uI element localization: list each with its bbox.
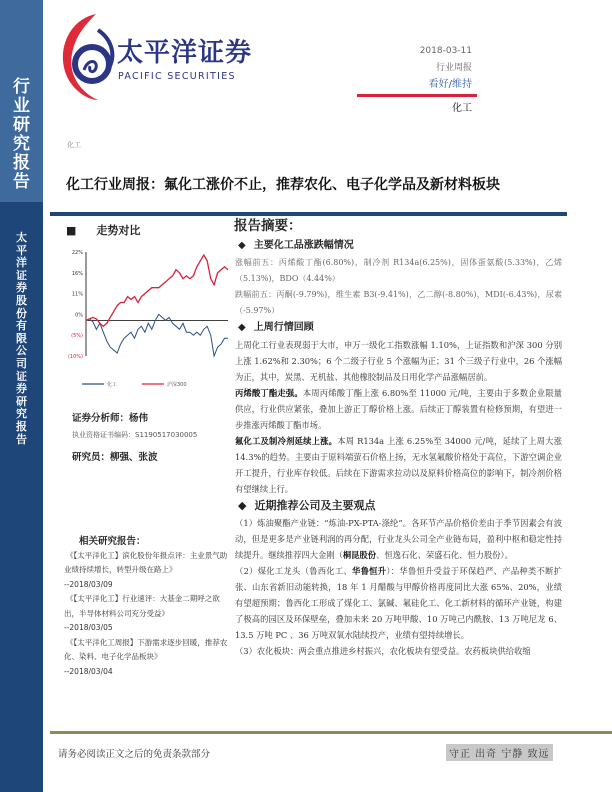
breadcrumb: 化工 — [67, 141, 81, 149]
related-report-item[interactable] — [64, 549, 232, 593]
related-report-date: --2018/03/09 — [64, 579, 113, 589]
recommendation-1: （1）炼油聚酯产业链：“炼油-PX-PTA-涤纶”。各环节产品价格价差由于季节因素会有波动，但是更多是产业链利润的再分配，行业龙头公司全产业链布局，盈利中枢和稳定性持续提升。继续推荐四大金刚（桐昆股份、恒逸石化、荣盛石化、恒力股份）。 — [235, 518, 562, 560]
sidebar-top-label: 行 业 研 究 报 告 — [13, 77, 30, 192]
brand-name-cn: 太平洋证券 — [117, 38, 253, 68]
related-report-date: --2018/03/04 — [64, 666, 113, 676]
market-review-paragraph: 上周化工行业表现弱于大市，申万一级化工指数涨幅 1.10%，上证指数和沪深 300 分别上涨 1.62%和 2.30%；6 个二级子行业 5 个涨幅为正；31 个三级子行业中，26 个涨幅为正，其中，炭黑、无机盐、其他橡胶制品及日用化学产品涨幅居前。 — [235, 340, 562, 382]
license-number: 执业资格证书编码：S1190517030005 — [72, 431, 198, 439]
gainers-text: 涨幅前五：丙烯酸丁酯(6.80%)，制冷剂 R134a(6.25%)，固体蛋氨酸(5.33%)，乙烯（5.13%)，BDO（4.44%） — [235, 258, 562, 283]
losers-text: 跌幅前五：丙酮(-9.79%)，维生素 B3(-9.41%)，乙二醇(-8.80%)，MDI(-6.43%)，尿素（-5.97%） — [235, 290, 562, 315]
related-report-title: 《【太平洋化工】滨化股份年报点评：主业景气助业绩持续增长，转型升级在路上》 — [64, 550, 228, 574]
industry-label: 化工 — [452, 103, 472, 114]
recommendation-2: （2）煤化工龙头（鲁西化工、华鲁恒升）：华鲁恒升受益于环保趋严、产品种类不断扩张、山东省新旧动能转换，18 年 1 月醋酸与甲醇价格再度同比大涨 65%、20%，业绩有望超预期；鲁西化工形成了煤化工、氯碱、氟硅化工、化工新材料的循环产业链，构建了极高的园区及环保壁垒，叠加未来 20 万吨甲酸、10 万吨己内酰胺、13 万吨尼龙 6、13.5 万吨 PC 、36 万吨双氧水陆续投产，业绩有望持续增长。 — [235, 566, 562, 640]
y-tick-label: 11% — [71, 291, 83, 298]
related-report-item[interactable] — [64, 592, 232, 636]
pacific-securities-logo-icon — [58, 12, 118, 102]
legend-label: 沪深300 — [167, 382, 187, 388]
section-heading: ◆ 主要化工品涨跌幅情况 — [238, 240, 354, 251]
diamond-bullet-icon: ◆ — [238, 499, 247, 512]
report-date: 2018-03-11 — [419, 46, 472, 56]
y-tick-label: (5%) — [71, 333, 83, 340]
left-column — [62, 222, 232, 679]
section-heading: ◆ 近期推荐公司及主要观点 — [238, 499, 376, 512]
related-report-title: 《【太平洋化工周报】下游需求逐步回暖，推荐农化、染料、电子化学品板块》 — [64, 637, 228, 661]
related-report-date: --2018/03/05 — [64, 623, 113, 632]
trend-chart — [62, 244, 232, 394]
related-heading: 相关研究报告： — [79, 535, 146, 547]
researchers: 研究员：柳强、张波 — [72, 451, 158, 463]
disclaimer: 请务必阅读正文之后的免责条款部分 — [58, 749, 211, 760]
section-heading: ◆ 上周行情回顾 — [238, 322, 314, 333]
diamond-bullet-icon: ◆ — [238, 322, 246, 333]
y-tick-label: 22% — [71, 250, 83, 256]
recommendation-3: （3）农化板块：两会重点推进乡村振兴，农化板块有望受益。农药板块供给收缩 — [235, 646, 531, 656]
fluorine-paragraph: 氟化工及制冷剂延续上涨。本周 R134a 上涨 6.25%至 34000 元/吨，延续了上周大涨 14.3%的趋势。主要由于原料端萤石价格上扬，无水氢氟酸价格处于高位，下游空调企业开工提升，行业库存较低。后续在下游需求拉动以及原料价格高位的影响下，制冷剂价格有望继续上行。 — [235, 436, 562, 494]
related-report-title: 《【太平洋化工】行业速评：大基金二期呼之欲出，半导体材料公司充分受益》 — [64, 594, 220, 618]
footer-divider — [50, 731, 612, 734]
diamond-bullet-icon: ◆ — [238, 240, 246, 251]
summary-column — [232, 216, 562, 659]
trend-heading: ■ 走势对比 — [66, 224, 141, 237]
report-title: 化工行业周报：氟化工涨价不止，推荐农化、电子化学品及新材料板块 — [66, 177, 500, 193]
analyst: 证券分析师：杨伟 — [72, 413, 149, 424]
motto: 守正 出奇 宁静 致远 — [446, 744, 553, 761]
sidebar-bottom-label: 太 平 洋 证 券 股 份 有 限 公 司 证 券 研 究 报 告 — [16, 231, 27, 446]
report-type: 行业周报 — [435, 63, 472, 73]
acrylate-paragraph: 丙烯酸丁酯走强。本周丙烯酸丁酯上涨 6.80%至 11000 元/吨，主要由于多数企业限量供应，行业供应紧张，叠加上游正丁醇价格上涨。后续正丁醇装置有检修预期，有望进一步推涨丙烯酸丁酯市场。 — [235, 388, 562, 430]
y-tick-label: 0% — [75, 312, 83, 319]
brand-name-en: PACIFIC SECURITIES — [118, 71, 236, 82]
summary-heading: 报告摘要： — [234, 218, 302, 234]
y-tick-label: 16% — [71, 270, 83, 277]
rating: 看好/维持 — [428, 79, 472, 90]
legend-label: 化工 — [107, 382, 118, 388]
y-tick-label: (10%) — [67, 354, 83, 360]
related-reports — [62, 549, 232, 680]
related-report-item[interactable] — [64, 636, 232, 680]
header-divider — [357, 94, 477, 97]
series-line-hs300 — [86, 255, 228, 326]
